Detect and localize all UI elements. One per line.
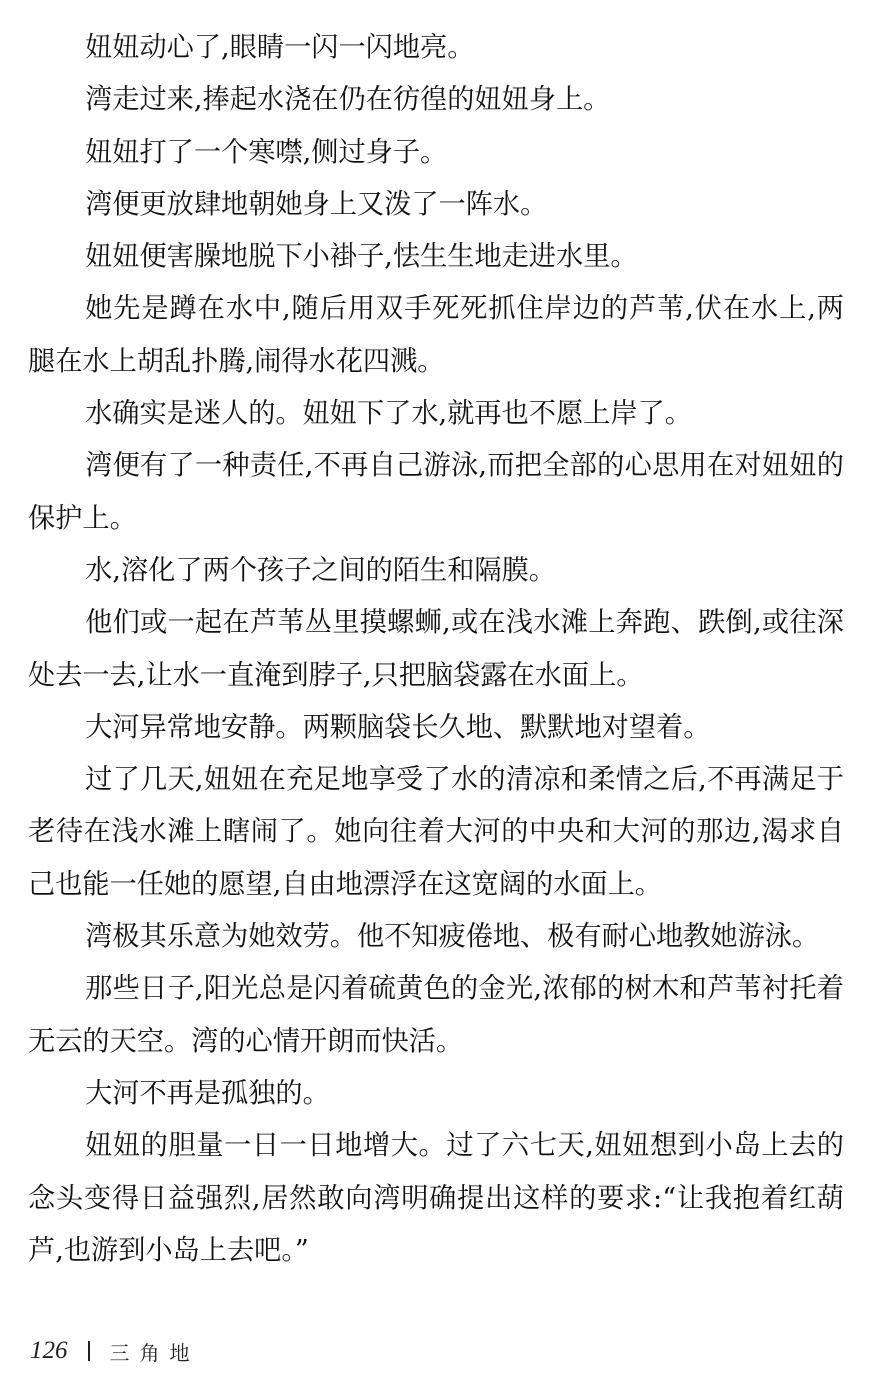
paragraph: 湾便更放肆地朝她身上又泼了一阵水。 bbox=[85, 188, 548, 220]
paragraph: 妞妞的胆量一日一日地增大。过了六七天,妞妞想到小岛上去的念头变得日益强烈,居然敢向湾明确提出这样的要求:“让我抱着红葫芦,也游到小岛上去吧。” bbox=[28, 1130, 844, 1266]
paragraph: 过了几天,妞妞在充足地享受了水的清凉和柔情之后,不再满足于老待在浅水滩上瞎闹了。她向往着大河的中央和大河的那边,渴求自己也能一任她的愿望,自由地漂浮在这宽阔的水面上。 bbox=[28, 764, 844, 900]
paragraph: 水,溶化了两个孩子之间的陌生和隔膜。 bbox=[85, 554, 556, 586]
paragraph: 水确实是迷人的。妞妞下了水,就再也不愿上岸了。 bbox=[85, 398, 692, 430]
page-footer bbox=[30, 1333, 200, 1369]
page-body bbox=[28, 22, 844, 1277]
book-title: 三角地 bbox=[109, 1340, 200, 1365]
paragraph: 妞妞便害臊地脱下小褂子,怯生生地走进水里。 bbox=[85, 241, 638, 273]
paragraph: 妞妞动心了,眼睛一闪一闪地亮。 bbox=[85, 32, 475, 63]
footer-divider bbox=[88, 1341, 90, 1361]
paragraph: 那些日子,阳光总是闪着硫黄色的金光,浓郁的树木和芦苇衬托着无云的天空。湾的心情开朗而快活。 bbox=[28, 973, 844, 1057]
paragraph: 大河异常地安静。两颗脑袋长久地、默默地对望着。 bbox=[85, 711, 711, 743]
paragraph: 妞妞打了一个寒噤,侧过身子。 bbox=[85, 136, 448, 168]
page-number: 126 bbox=[30, 1337, 68, 1364]
paragraph: 湾走过来,捧起水浇在仍在彷徨的妞妞身上。 bbox=[85, 84, 611, 116]
paragraph: 他们或一起在芦苇丛里摸螺蛳,或在浅水滩上奔跑、跌倒,或往深处去一去,让水一直淹到脖子,只把脑袋露在水面上。 bbox=[28, 607, 844, 691]
paragraph: 湾便有了一种责任,不再自己游泳,而把全部的心思用在对妞妞的保护上。 bbox=[28, 450, 844, 534]
paragraph: 大河不再是孤独的。 bbox=[85, 1077, 330, 1109]
paragraph: 湾极其乐意为她效劳。他不知疲倦地、极有耐心地教她游泳。 bbox=[85, 921, 820, 953]
paragraph: 她先是蹲在水中,随后用双手死死抓住岸边的芦苇,伏在水上,两腿在水上胡乱扑腾,闹得水花四溅。 bbox=[28, 293, 844, 377]
